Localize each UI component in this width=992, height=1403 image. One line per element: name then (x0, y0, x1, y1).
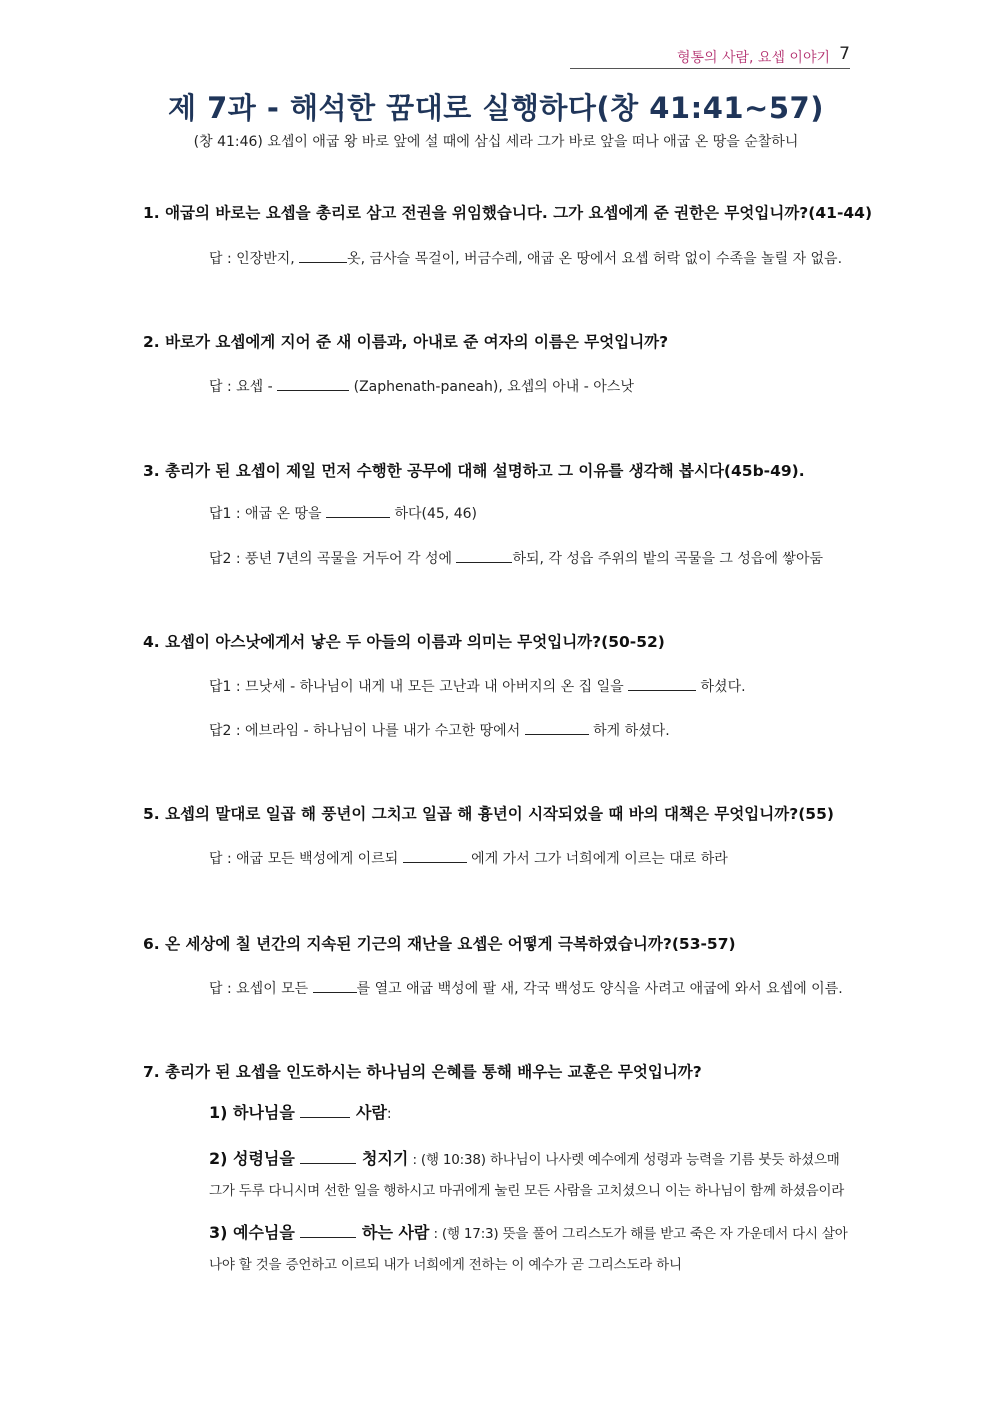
lesson-item-2-verse: : (행 10:38) 하나님이 나사렛 예수에게 성령과 능력을 기름 붓듯 하셨으매 그가 두루 다니시며 선한 일을 행하시고 마귀에게 눌린 모든 사람을 고치셨으니 이는 하나님이 함께 하셨음이라 (209, 1152, 845, 1199)
lesson-item-1-prefix: 1) 하나님을 (209, 1103, 301, 1122)
lesson-item-2 (209, 1143, 851, 1207)
lesson-item-3 (209, 1217, 851, 1281)
question-5: 5. 요셉의 말대로 일곱 해 풍년이 그치고 일곱 해 흉년이 시작되었을 때 바의 대책은 무엇입니까?(55) (143, 805, 834, 823)
answer-blank[interactable] (299, 250, 347, 263)
answer-4-2-prefix: 답2 : 에브라임 - 하나님이 나를 내가 수고한 땅에서 (209, 723, 525, 739)
answer-6-suffix: 를 열고 애굽 백성에 팔 새, 각국 백성도 양식을 사려고 애굽에 와서 요셉에 이름. (356, 981, 843, 997)
answer-3-2-suffix: 하되, 각 성읍 주위의 밭의 곡물을 그 성읍에 쌓아둠 (512, 551, 823, 567)
answer-blank[interactable] (300, 1151, 356, 1164)
header-title: 형통의 사람, 요셉 이야기 (676, 50, 830, 66)
page-number: 7 (839, 44, 850, 64)
answer-blank[interactable] (300, 1105, 350, 1118)
lesson-item-1-suffix: 사람 (350, 1103, 387, 1122)
lesson-item-3-suffix: 하는 사람 (356, 1223, 430, 1242)
lesson-item-1-colon: : (386, 1106, 392, 1122)
answer-blank[interactable] (326, 505, 390, 518)
answer-blank[interactable] (525, 722, 589, 735)
lesson-title: 제 7과 - 해석한 꿈대로 실행하다(창 41:41~57) (168, 91, 824, 125)
answer-blank[interactable] (277, 378, 349, 391)
answer-4-1 (209, 676, 746, 696)
question-7: 7. 총리가 된 요셉을 인도하시는 하나님의 은혜를 통해 배우는 교훈은 무엇입니까? (143, 1063, 702, 1081)
answer-1-prefix: 답 : 인장반지, (209, 251, 300, 267)
question-3: 3. 총리가 된 요셉이 제일 먼저 수행한 공무에 대해 설명하고 그 이유를 생각해 봅시다(45b-49). (143, 462, 805, 480)
lesson-item-1 (209, 1097, 851, 1130)
answer-blank[interactable] (628, 678, 696, 691)
answer-5 (209, 848, 728, 868)
answer-6-prefix: 답 : 요셉이 모든 (209, 981, 313, 997)
answer-blank[interactable] (313, 980, 357, 993)
page-header (570, 44, 850, 69)
question-2: 2. 바로가 요셉에게 지어 준 새 이름과, 아내로 준 여자의 이름은 무엇입니까? (143, 333, 669, 351)
answer-1 (209, 248, 842, 268)
answer-3-1-suffix: 하다(45, 46) (390, 506, 477, 522)
answer-2-prefix: 답 : 요셉 - (209, 379, 278, 395)
answer-2-suffix: (Zaphenath-paneah), 요셉의 아내 - 아스낫 (349, 379, 634, 395)
answer-4-1-prefix: 답1 : 므낫세 - 하나님이 내게 내 모든 고난과 내 아버지의 온 집 일을 (209, 679, 629, 695)
answer-blank[interactable] (403, 850, 467, 863)
answer-2 (209, 376, 634, 396)
answer-blank[interactable] (300, 1225, 356, 1238)
answer-6 (209, 978, 843, 998)
lesson-item-3-verse: : (행 17:3) 뜻을 풀어 그리스도가 해를 받고 죽은 자 가운데서 다시 살아나야 할 것을 증언하고 이르되 내가 너희에게 전하는 이 예수가 곧 그리스도라 하니 (209, 1226, 848, 1273)
answer-4-1-suffix: 하셨다. (696, 679, 746, 695)
answer-5-prefix: 답 : 애굽 모든 백성에게 이르되 (209, 851, 403, 867)
lesson-item-3-prefix: 3) 예수님을 (209, 1223, 301, 1242)
lesson-subtitle: (창 41:46) 요셉이 애굽 왕 바로 앞에 설 때에 삼십 세라 그가 바로 앞을 떠나 애굽 온 땅을 순찰하니 (193, 134, 799, 150)
answer-4-2-suffix: 하게 하셨다. (588, 723, 670, 739)
answer-3-2-prefix: 답2 : 풍년 7년의 곡물을 거두어 각 성에 (209, 551, 457, 567)
answer-5-suffix: 에게 가서 그가 너희에게 이르는 대로 하라 (466, 851, 728, 867)
answer-3-1-prefix: 답1 : 애굽 온 땅을 (209, 506, 327, 522)
lesson-item-2-prefix: 2) 성령님을 (209, 1149, 301, 1168)
answer-3-1 (209, 503, 477, 523)
lesson-item-2-suffix: 청지기 (356, 1149, 409, 1168)
question-6: 6. 온 세상에 칠 년간의 지속된 기근의 재난을 요셉은 어떻게 극복하였습니까?(53-57) (143, 935, 736, 953)
question-1: 1. 애굽의 바로는 요셉을 총리로 삼고 전권을 위임했습니다. 그가 요셉에게 준 권한은 무엇입니까?(41-44) (143, 204, 873, 222)
answer-3-2 (209, 548, 823, 568)
question-4: 4. 요셉이 아스낫에게서 낳은 두 아들의 이름과 의미는 무엇입니까?(50-52) (143, 633, 665, 651)
answer-4-2 (209, 720, 670, 740)
answer-blank[interactable] (456, 550, 512, 563)
answer-1-suffix: 옷, 금사슬 목걸이, 버금수레, 애굽 온 땅에서 요셉 허락 없이 수족을 놀릴 자 없음. (347, 251, 843, 267)
